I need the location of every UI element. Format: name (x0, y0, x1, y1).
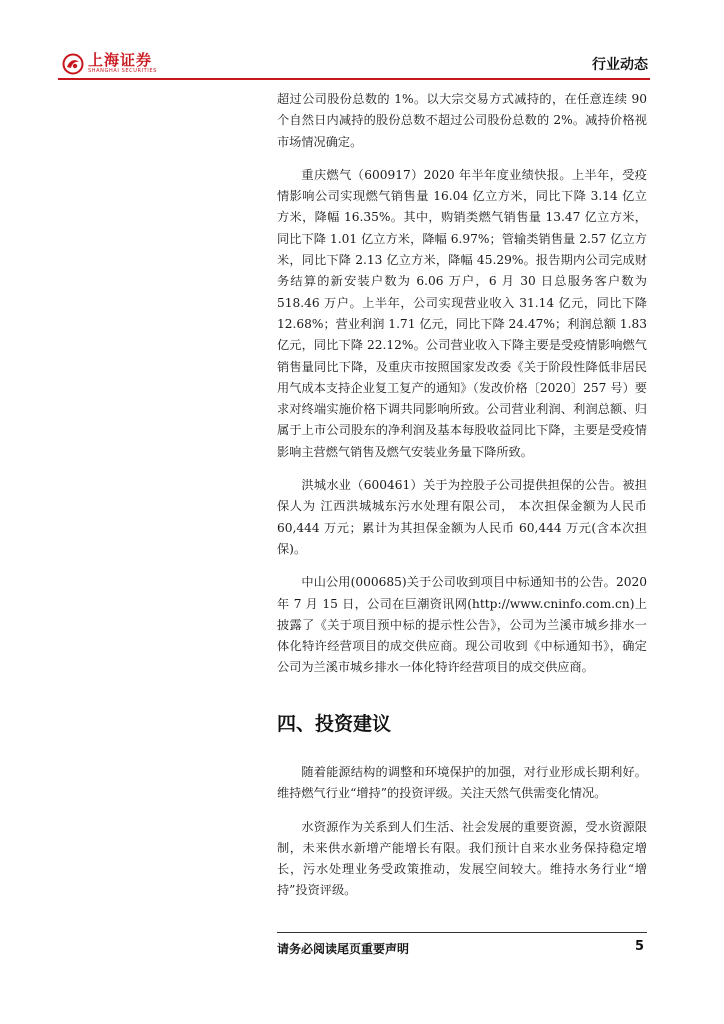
paragraph-zhongshan-utilities: 中山公用(000685)关于公司收到项目中标通知书的公告。2020 年 7 月 15 日，公司在巨潮资讯网(http://www.cninfo.com.cn)上披露了《关于项目预中标的提示性公告》，公司为兰溪市城乡排水一体化特许经营项目的成交供应商。现公司收到《中标通知书》，确定公司为兰溪市城乡排水一体化特许经营项目的成交供应商。 (277, 575, 647, 675)
page-number: 5 (634, 939, 644, 954)
section-heading: 四、投资建议 (277, 713, 392, 735)
paragraph-gas-rating: 随着能源结构的调整和环境保护的加强，对行业形成长期利好。维持燃气行业“增持”的投资评级。关注天然气供需变化情况。 (277, 765, 647, 801)
logo-chinese-text: 上海证券 (88, 51, 153, 69)
logo-english-text: SHANGHAI SECURITIES (88, 68, 157, 74)
footer-divider (277, 932, 647, 933)
footer-disclaimer: 请务必阅读尾页重要声明 (277, 942, 410, 956)
header-divider (58, 78, 650, 80)
paragraph-hongcheng-water: 洪城水业（600461）关于为控股子公司提供担保的公告。被担保人为 江西洪城城东污水处理有限公司， 本次担保金额为人民币 60,444 万元；累计为其担保金额为人民币 60,444 万元(含本次担保)。 (277, 478, 647, 556)
investment-advice-block (277, 762, 647, 914)
page-header (58, 48, 650, 80)
logo-icon (62, 53, 84, 75)
main-text-block (277, 89, 647, 691)
paragraph-continuation: 超过公司股份总数的 1%。以大宗交易方式减持的，在任意连续 90 个自然日内减持的股份总数不超过公司股份总数的 2%。减持价格视市场情况确定。 (277, 92, 647, 149)
paragraph-water-rating: 水资源作为关系到人们生活、社会发展的重要资源，受水资源限制，未来供水新增产能增长有限。我们预计自来水业务保持稳定增长，污水处理业务受政策推动，发展空间较大。维持水务行业“增持”投资评级。 (277, 819, 647, 898)
paragraph-chongqing-gas: 重庆燃气（600917）2020 年半年度业绩快报。上半年，受疫情影响公司实现燃气销售量 16.04 亿立方米，同比下降 3.14 亿立方米，降幅 16.35%。其中，购销类燃气销售量 13.47 亿立方米，同比下降 1.01 亿立方米，降幅 6.97%；管输类销售量 2.57 亿立方米，同比下降 2.13 亿立方米，降幅 45.29%。报告期内公司完成财务结算的新安装户数为 6.06 万户，6 月 30 日总服务客户数为 518.46 万户。上半年，公司实现营业收入 31.14 亿元，同比下降 12.68%；营业利润 1.71 亿元，同比下降 24.47%；利润总额 1.83 亿元，同比下降 22.12%。公司营业收入下降主要是受疫情影响燃气销售量同比下降，及重庆市按照国家发改委《关于阶段性降低非居民用气成本支持企业复工复产的通知》（发改价格〔2020〕257 号）要求对终端实施价格下调共同影响所致。公司营业利润、利润总额、归属于上市公司股东的净利润及基本每股收益同比下降，主要是受疫情影响主营燃气销售及燃气安装业务量下降所致。 (277, 167, 647, 459)
report-type-title: 行业动态 (592, 57, 648, 73)
company-logo (62, 52, 157, 75)
